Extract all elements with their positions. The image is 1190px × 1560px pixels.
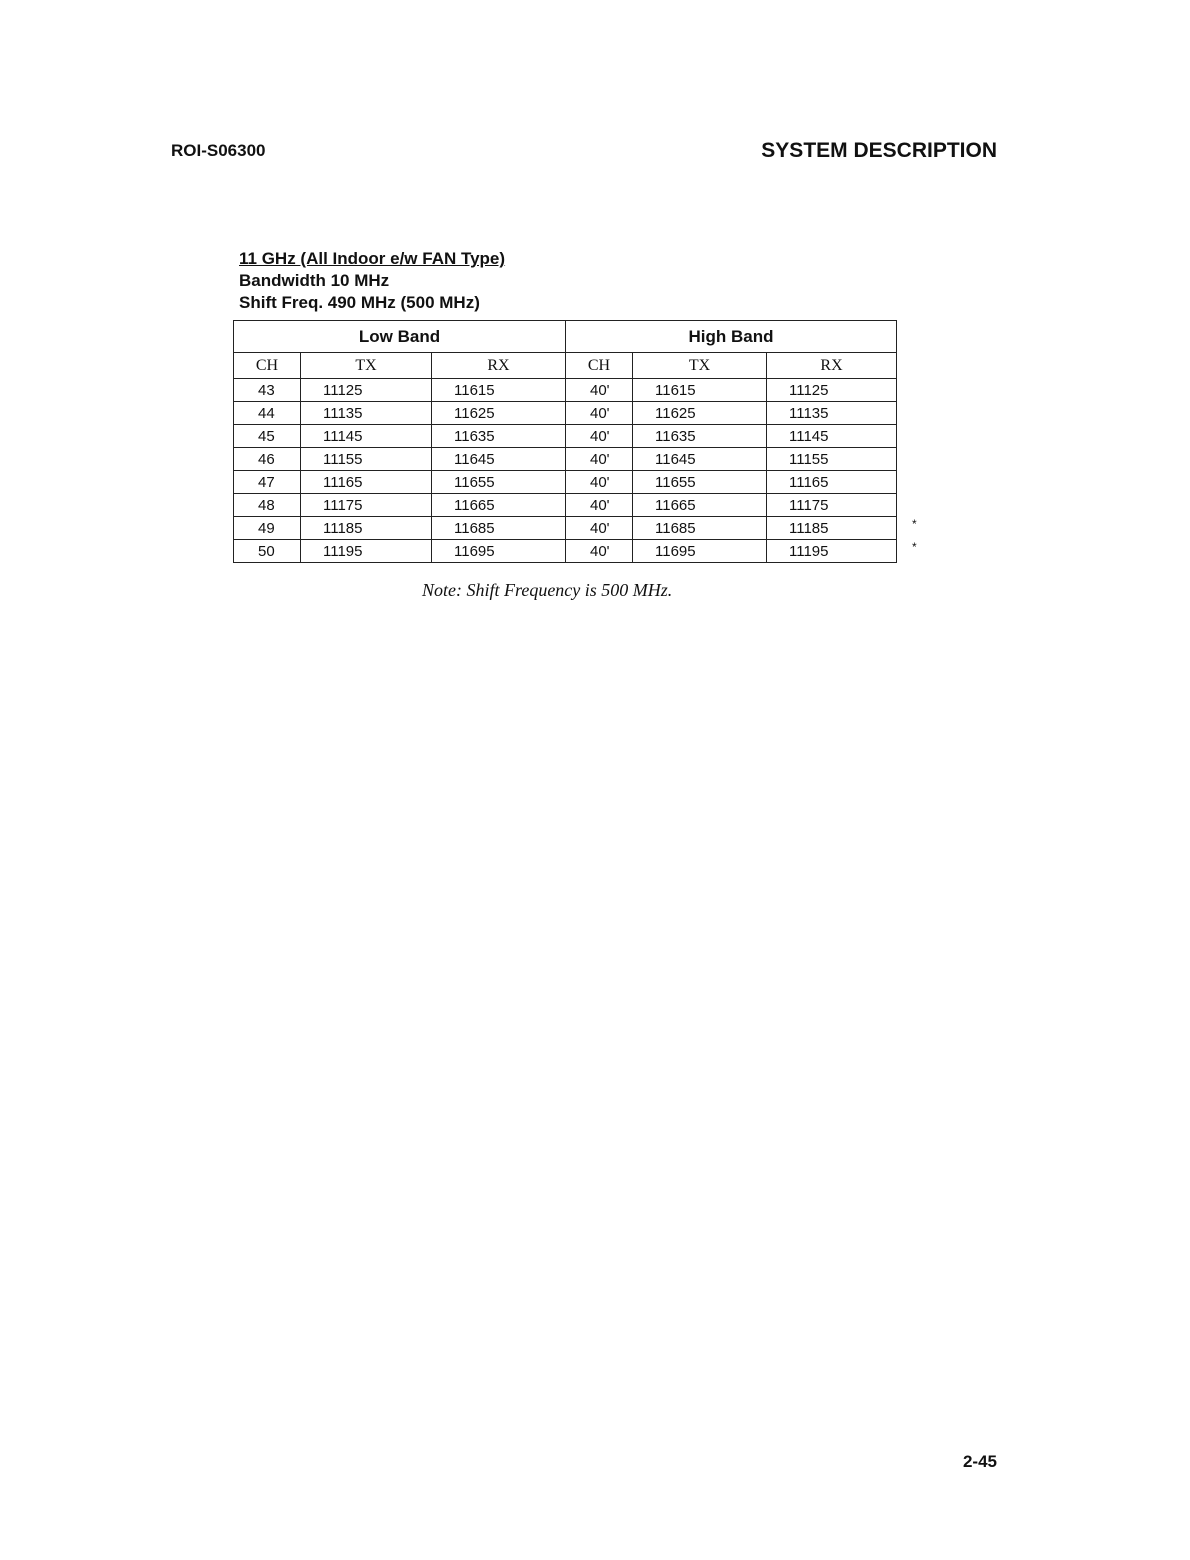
table-cell: 11125 <box>767 379 897 402</box>
table-cell: 44 <box>234 402 301 425</box>
table-cell: 11625 <box>432 402 566 425</box>
table-cell: 49 <box>234 517 301 540</box>
table-cell: 40' <box>566 471 633 494</box>
heading-frequency-band: 11 GHz (All Indoor e/w FAN Type) <box>239 249 506 268</box>
table-cell: 43 <box>234 379 301 402</box>
table-cell: 11135 <box>767 402 897 425</box>
table-cell: 11695 <box>633 540 767 563</box>
table-cell: 40' <box>566 517 633 540</box>
table-cell: 11685 <box>432 517 566 540</box>
table-cell: 11155 <box>767 448 897 471</box>
table-row <box>234 494 897 517</box>
table-cell: 11135 <box>301 402 432 425</box>
table-cell: 11195 <box>301 540 432 563</box>
table-cell: 11145 <box>767 425 897 448</box>
column-header: TX <box>301 353 432 379</box>
table-heading <box>239 248 505 314</box>
column-header: RX <box>432 353 566 379</box>
column-header: CH <box>234 353 301 379</box>
frequency-table <box>233 320 897 563</box>
table-cell: 40' <box>566 425 633 448</box>
table-cell: 11635 <box>432 425 566 448</box>
row-mark: * <box>912 517 917 531</box>
table-cell: 11175 <box>767 494 897 517</box>
table-cell: 11185 <box>767 517 897 540</box>
table-cell: 11625 <box>633 402 767 425</box>
table-cell: 11635 <box>633 425 767 448</box>
table-cell: 40' <box>566 494 633 517</box>
table-cell: 40' <box>566 402 633 425</box>
section-title: SYSTEM DESCRIPTION <box>761 139 997 162</box>
low-band-header: Low Band <box>234 321 566 353</box>
row-mark: * <box>912 540 917 554</box>
table-cell: 47 <box>234 471 301 494</box>
table-cell: 11645 <box>633 448 767 471</box>
table-cell: 11665 <box>432 494 566 517</box>
table-cell: 11165 <box>767 471 897 494</box>
document-id: ROI-S06300 <box>171 141 266 160</box>
table-row <box>234 425 897 448</box>
column-header: CH <box>566 353 633 379</box>
table-cell: 11655 <box>633 471 767 494</box>
table-row <box>234 448 897 471</box>
table-cell: 46 <box>234 448 301 471</box>
table-cell: 40' <box>566 540 633 563</box>
table-cell: 11195 <box>767 540 897 563</box>
table-row <box>234 379 897 402</box>
table-cell: 11665 <box>633 494 767 517</box>
column-header: TX <box>633 353 767 379</box>
table-cell: 11615 <box>633 379 767 402</box>
table-note: Note: Shift Frequency is 500 MHz. <box>422 580 673 600</box>
table-cell: 11695 <box>432 540 566 563</box>
page-number: 2-45 <box>962 1452 997 1471</box>
table-cell: 11125 <box>301 379 432 402</box>
table-row <box>234 540 897 563</box>
table-cell: 11175 <box>301 494 432 517</box>
column-header: RX <box>767 353 897 379</box>
table-cell: 48 <box>234 494 301 517</box>
table-cell: 11685 <box>633 517 767 540</box>
table-body <box>234 379 897 563</box>
table-cell: 11165 <box>301 471 432 494</box>
table-cell: 11615 <box>432 379 566 402</box>
table-cell: 40' <box>566 448 633 471</box>
high-band-header: High Band <box>566 321 897 353</box>
table-cell: 11155 <box>301 448 432 471</box>
heading-shift-frequency: Shift Freq. 490 MHz (500 MHz) <box>239 293 480 312</box>
table-cell: 11645 <box>432 448 566 471</box>
table-cell: 11145 <box>301 425 432 448</box>
table-cell: 11655 <box>432 471 566 494</box>
table-cell: 45 <box>234 425 301 448</box>
table-row <box>234 471 897 494</box>
table-cell: 11185 <box>301 517 432 540</box>
table-row <box>234 402 897 425</box>
table-cell: 50 <box>234 540 301 563</box>
table-row <box>234 517 897 540</box>
table-cell: 40' <box>566 379 633 402</box>
heading-bandwidth: Bandwidth 10 MHz <box>239 271 390 290</box>
